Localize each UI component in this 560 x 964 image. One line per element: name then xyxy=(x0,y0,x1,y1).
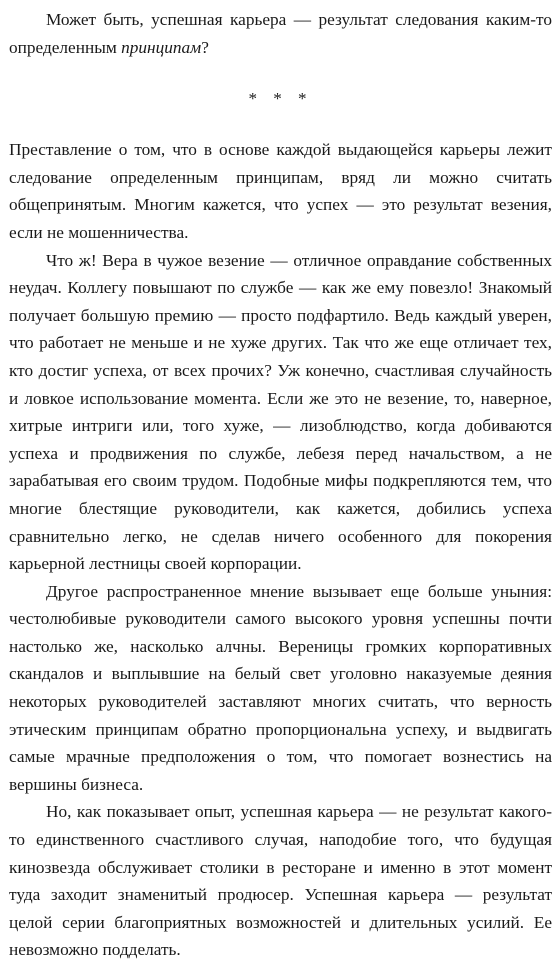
paragraph-4: Но, как показывает опыт, успешная карьера — не результат какого-то единственного счастливого случая, наподобие того, что будущая кинозвезда обслуживает столики в ресторане и именно в этот момент туда заходит знаменитый продюсер. Успешная карьера — результат целой серии благоприятных возможностей и длительных усилий. Ее невозможно подделать. xyxy=(9,802,552,960)
paragraph-3: Другое распространенное мнение вызывает еще больше уныния: честолюбивые руководители самого высокого уровня успешны почти настолько же, насколько алчны. Вереницы громких корпоративных скандалов и выплывшие на белый свет уголовно наказуемые деяния некоторых руководителей заставляют многих считать, что верность этическим принципам обратно пропорциональна успеху, и выдвигать самые мрачные предположения о том, что помогает вознестись на вершины бизнеса. xyxy=(9,581,552,794)
paragraph-2: Что ж! Вера в чужое везение — отличное оправдание собственных неудач. Коллегу повышают по службе — как же ему повезло! Знакомый получает большую премию — просто подфартило. Ведь каждый уверен, что работает не меньше и не хуже других. Так что же еще отличает тех, кто достиг успеха, от всех прочих? Уж конечно, счастливая случайность и ловкое использование момента. Если же это не везение, то, наверное, хитрые интриги или, того хуже, — лизоблюдство, когда добиваются успеха и продвижения по службе, лебезя перед начальством, а не зарабатывая его своим трудом. Подобные мифы подкрепляются тем, что многие блестящие руководители, как кажется, добились успеха сравнительно легко, не сделав ничего особенного для покорения карьерной лестницы своей корпорации. xyxy=(9,250,552,574)
paragraph-1: Преставление о том, что в основе каждой выдающейся карьеры лежит следование определенным принципам, вряд ли можно считать общепринятым. Многим кажется, что успех — это результат везения, если не мошенничества. xyxy=(9,140,552,242)
section-separator: * * * xyxy=(248,89,313,109)
intro-text-after: ? xyxy=(201,37,209,57)
intro-emphasis: принципам xyxy=(121,37,202,57)
intro-text-before: Может быть, успешная карьера — результат следования каким-то определенным xyxy=(9,10,552,57)
intro-question xyxy=(9,6,552,61)
